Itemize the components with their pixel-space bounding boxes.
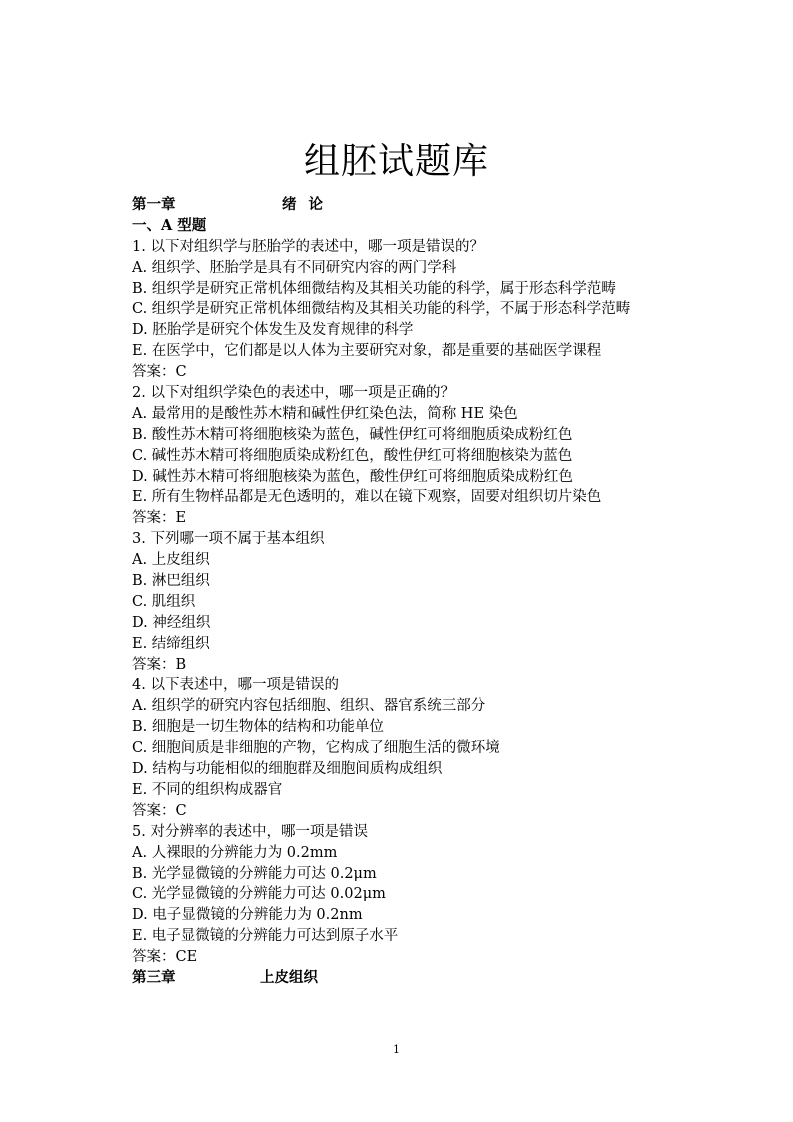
- question-option: B. 淋巴组织: [132, 573, 210, 590]
- question-option: B. 酸性苏木精可将细胞核染为蓝色，碱性伊红可将细胞质染成粉红色: [132, 426, 573, 443]
- question-option: A. 最常用的是酸性苏木精和碱性伊红染色法，简称 HE 染色: [132, 405, 518, 422]
- question-option: B. 光学显微镜的分辨能力可达 0.2μm: [132, 865, 377, 882]
- question-option: B. 组织学是研究正常机体细微结构及其相关功能的科学，属于形态科学范畴: [132, 280, 616, 297]
- question-option: E. 结缔组织: [132, 635, 210, 652]
- chapter-name: 绪论: [282, 196, 335, 213]
- page-number: 1: [393, 1043, 400, 1056]
- question-stem: 5. 对分辨率的表述中，哪一项是错误: [132, 823, 368, 840]
- chapter-heading: [132, 968, 732, 989]
- question-option: A. 人裸眼的分辨能力为 0.2mm: [132, 844, 338, 861]
- question-option: E. 所有生物样品都是无色透明的，难以在镜下观察，固要对组织切片染色: [132, 489, 602, 506]
- question-stem: 4. 以下表述中，哪一项是错误的: [132, 677, 339, 694]
- question-option: C. 碱性苏木精可将细胞质染成粉红色，酸性伊红可将细胞核染为蓝色: [132, 447, 573, 464]
- question-option: C. 肌组织: [132, 593, 196, 610]
- document-content: [132, 195, 732, 989]
- question-block: [132, 822, 732, 968]
- section-label: A 型题: [161, 216, 207, 234]
- question-stem: 3. 下列哪一项不属于基本组织: [132, 531, 325, 548]
- question-option: A. 组织学、胚胎学是具有不同研究内容的两门学科: [132, 259, 457, 276]
- question-option: D. 神经组织: [132, 614, 211, 631]
- question-answer: 答案：C: [132, 802, 187, 819]
- question-option: D. 胚胎学是研究个体发生及发育规律的科学: [132, 322, 414, 339]
- chapter-number: 第三章: [132, 968, 176, 986]
- question-block: [132, 237, 732, 383]
- question-answer: 答案：CE: [132, 949, 198, 966]
- question-option: E. 不同的组织构成器官: [132, 781, 283, 798]
- question-answer: 答案：E: [132, 510, 187, 527]
- question-option: C. 光学显微镜的分辨能力可达 0.02μm: [132, 886, 386, 903]
- question-option: C. 组织学是研究正常机体细微结构及其相关功能的科学，不属于形态科学范畴: [132, 301, 631, 318]
- question-answer: 答案：B: [132, 656, 187, 673]
- question-answer: 答案：C: [132, 364, 187, 381]
- document-title: 组胚试题库: [303, 141, 489, 182]
- question-option: E. 电子显微镜的分辨能力可达到原子水平: [132, 928, 399, 945]
- section-prefix: 一、: [132, 216, 161, 234]
- question-option: D. 电子显微镜的分辨能力为 0.2nm: [132, 907, 363, 924]
- question-option: C. 细胞间质是非细胞的产物，它构成了细胞生活的微环境: [132, 740, 500, 757]
- question-option: B. 细胞是一切生物体的结构和功能单位: [132, 719, 384, 736]
- question-option: E. 在医学中，它们都是以人体为主要研究对象，都是重要的基础医学课程: [132, 343, 602, 360]
- question-option: D. 碱性苏木精可将细胞核染为蓝色，酸性伊红可将细胞质染成粉红色: [132, 468, 573, 485]
- chapter-name: 上皮组织: [260, 968, 318, 986]
- section-heading: [132, 216, 732, 237]
- question-stem: 2. 以下对组织学染色的表述中，哪一项是正确的？: [132, 385, 455, 402]
- question-option: A. 上皮组织: [132, 552, 210, 569]
- question-option: D. 结构与功能相似的细胞群及细胞间质构成组织: [132, 761, 443, 778]
- question-block: [132, 675, 732, 821]
- question-block: [132, 529, 732, 675]
- question-option: A. 组织学的研究内容包括细胞、组织、器官系统三部分: [132, 698, 486, 715]
- question-stem: 1. 以下对组织学与胚胎学的表述中，哪一项是错误的？: [132, 238, 484, 255]
- question-block: [132, 383, 732, 529]
- chapter-heading: [132, 195, 732, 216]
- chapter-number: 第一章: [132, 196, 176, 213]
